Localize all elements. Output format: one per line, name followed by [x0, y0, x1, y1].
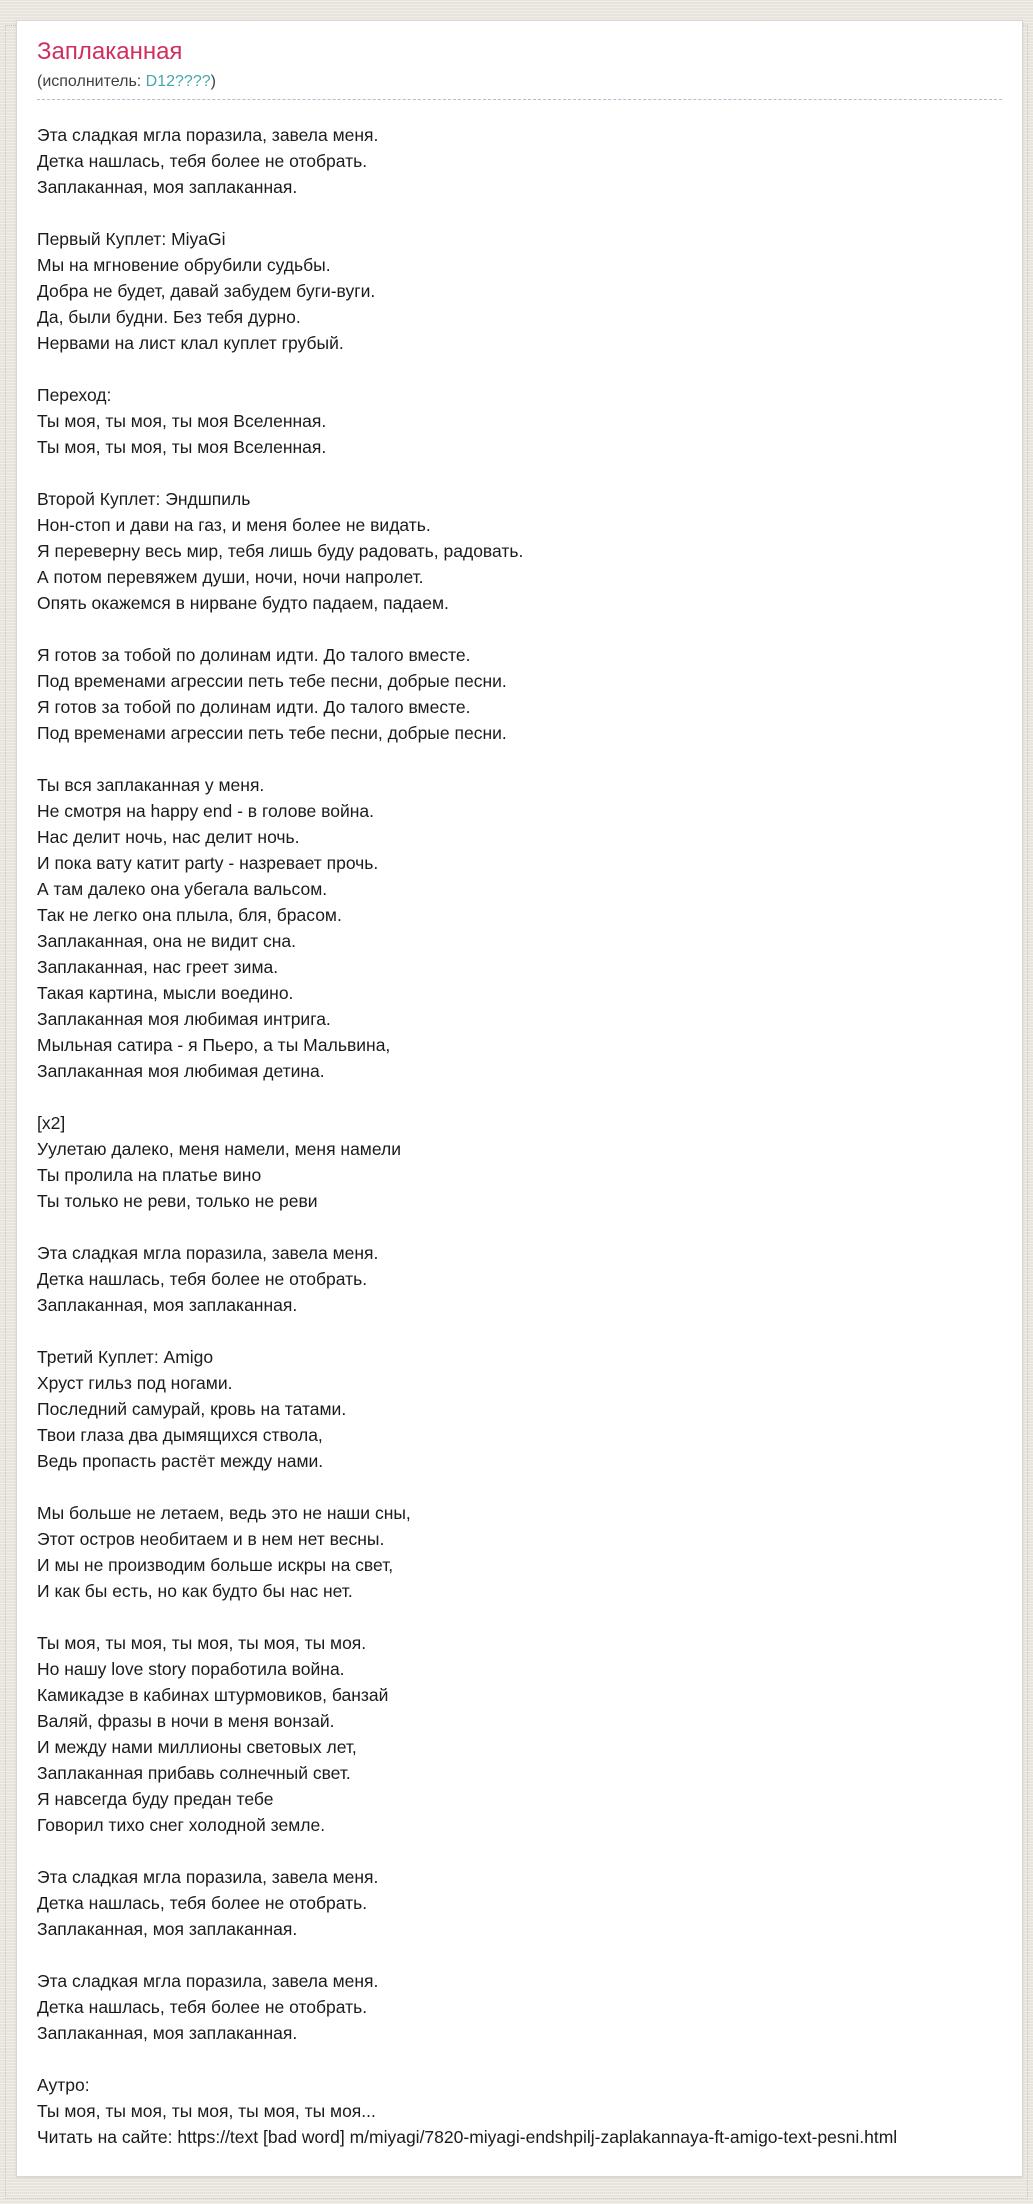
lyric-line: Детка нашлась, тебя более не отобрать.	[37, 1997, 368, 2017]
lyric-line: А там далеко она убегала вальсом.	[37, 879, 328, 899]
lyric-line: Ведь пропасть растёт между нами.	[37, 1451, 324, 1471]
stanza	[37, 1344, 1002, 1474]
lyric-line: Не смотря на happy end - в голове война.	[37, 801, 375, 821]
lyric-line: Заплаканная, моя заплаканная.	[37, 1919, 298, 1939]
lyric-line: И как бы есть, но как будто бы нас нет.	[37, 1581, 353, 1601]
stanza	[37, 122, 1002, 200]
lyric-line: [x2]	[37, 1113, 66, 1133]
lyric-line: Переход:	[37, 385, 112, 405]
song-header	[37, 37, 1002, 100]
lyric-line: Нон-стоп и дави на газ, и меня более не видать.	[37, 515, 431, 535]
lyric-line: Эта сладкая мгла поразила, завела меня.	[37, 125, 379, 145]
stanza	[37, 226, 1002, 356]
lyric-line: Второй Куплет: Эндшпиль	[37, 489, 251, 509]
lyric-line: Ты моя, ты моя, ты моя, ты моя, ты моя...	[37, 2101, 376, 2121]
artist-suffix: )	[210, 73, 216, 90]
lyric-line: Заплаканная, моя заплаканная.	[37, 1295, 298, 1315]
lyric-line: Этот остров необитаем и в нем нет весны.	[37, 1529, 385, 1549]
lyric-line: Ты вся заплаканная у меня.	[37, 775, 265, 795]
lyric-line: Эта сладкая мгла поразила, завела меня.	[37, 1867, 379, 1887]
lyrics	[37, 122, 1002, 2124]
stanza	[37, 382, 1002, 460]
lyric-line: И между нами миллионы световых лет,	[37, 1737, 357, 1757]
lyric-line: Первый Куплет: MiyaGi	[37, 229, 226, 249]
lyric-line: Ты пролила на платье вино	[37, 1165, 262, 1185]
stanza	[37, 1864, 1002, 1942]
lyric-line: Мыльная сатира - я Пьеро, а ты Мальвина,	[37, 1035, 391, 1055]
lyric-line: Под временами агрессии петь тебе песни, добрые песни.	[37, 723, 507, 743]
stanza	[37, 772, 1002, 1084]
lyric-line: Эта сладкая мгла поразила, завела меня.	[37, 1971, 379, 1991]
lyric-line: Детка нашлась, тебя более не отобрать.	[37, 151, 368, 171]
song-title: Заплаканная	[37, 38, 183, 65]
artist-link[interactable]: D12????	[145, 73, 211, 90]
lyric-line: И мы не производим больше искры на свет,	[37, 1555, 394, 1575]
lyric-line: Ты моя, ты моя, ты моя Вселенная.	[37, 437, 327, 457]
lyric-line: Под временами агрессии петь тебе песни, добрые песни.	[37, 671, 507, 691]
lyric-line: Заплаканная моя любимая детина.	[37, 1061, 325, 1081]
artist-label: (исполнитель:	[37, 73, 146, 90]
lyric-line: Хруст гильз под ногами.	[37, 1373, 233, 1393]
lyric-line: Нервами на лист клал куплет грубый.	[37, 333, 344, 353]
stanza	[37, 486, 1002, 616]
lyric-line: Третий Куплет: Amigo	[37, 1347, 214, 1367]
lyric-line: Заплаканная, моя заплаканная.	[37, 2023, 298, 2043]
lyric-line: Нас делит ночь, нас делит ночь.	[37, 827, 300, 847]
lyric-line: Но нашу love story поработила война.	[37, 1659, 345, 1679]
lyric-line: Так не легко она плыла, бля, брасом.	[37, 905, 342, 925]
lyric-line: А потом перевяжем души, ночи, ночи напролет.	[37, 567, 424, 587]
lyric-line: Я переверну весь мир, тебя лишь буду радовать, радовать.	[37, 541, 524, 561]
stanza	[37, 2072, 1002, 2124]
lyric-line: Заплаканная, моя заплаканная.	[37, 177, 298, 197]
lyric-line: Мы на мгновение обрубили судьбы.	[37, 255, 331, 275]
lyrics-card	[16, 20, 1023, 2177]
lyric-line: Заплаканная прибавь солнечный свет.	[37, 1763, 351, 1783]
stanza	[37, 642, 1002, 746]
lyric-line: Камикадзе в кабинах штурмовиков, банзай	[37, 1685, 389, 1705]
lyric-line: Такая картина, мысли воедино.	[37, 983, 294, 1003]
lyric-line: Твои глаза два дымящихся ствола,	[37, 1425, 323, 1445]
stanza	[37, 1630, 1002, 1838]
stanza	[37, 1240, 1002, 1318]
lyric-line: Мы больше не летаем, ведь это не наши сны,	[37, 1503, 411, 1523]
lyric-line: Детка нашлась, тебя более не отобрать.	[37, 1893, 368, 1913]
artist-line	[37, 72, 1002, 92]
lyric-line: Я готов за тобой по долинам идти. До талого вместе.	[37, 697, 471, 717]
lyric-line: Ты моя, ты моя, ты моя, ты моя, ты моя.	[37, 1633, 367, 1653]
stanza	[37, 1500, 1002, 1604]
lyric-line: Говорил тихо снег холодной земле.	[37, 1815, 326, 1835]
lyric-line: Заплаканная моя любимая интрига.	[37, 1009, 331, 1029]
lyric-line: Аутро:	[37, 2075, 90, 2095]
lyric-line: Опять окажемся в нирване будто падаем, падаем.	[37, 593, 449, 613]
lyric-line: Детка нашлась, тебя более не отобрать.	[37, 1269, 368, 1289]
page-background	[0, 20, 1033, 2204]
lyric-line: И пока вату катит party - назревает прочь.	[37, 853, 379, 873]
lyric-line: Ты только не реви, только не реви	[37, 1191, 318, 1211]
stanza	[37, 1110, 1002, 1214]
stanza	[37, 1968, 1002, 2046]
read-on-site-line: Читать на сайте: https://text [bad word] m/miyagi/7820-miyagi-endshpilj-zaplakannaya-ft-amigo-text-pesni.html	[37, 2127, 898, 2147]
lyric-line: Я готов за тобой по долинам идти. До талого вместе.	[37, 645, 471, 665]
lyric-line: Заплаканная, нас греет зима.	[37, 957, 279, 977]
lyric-line: Ты моя, ты моя, ты моя Вселенная.	[37, 411, 327, 431]
lyric-line: Добра не будет, давай забудем буги-вуги.	[37, 281, 376, 301]
lyric-line: Да, были будни. Без тебя дурно.	[37, 307, 301, 327]
lyric-line: Уулетаю далеко, меня намели, меня намели	[37, 1139, 401, 1159]
lyric-line: Заплаканная, она не видит сна.	[37, 931, 296, 951]
lyric-line: Валяй, фразы в ночи в меня вонзай.	[37, 1711, 335, 1731]
lyric-line: Я навсегда буду предан тебе	[37, 1789, 274, 1809]
lyric-line: Последний самурай, кровь на татами.	[37, 1399, 347, 1419]
lyric-line: Эта сладкая мгла поразила, завела меня.	[37, 1243, 379, 1263]
